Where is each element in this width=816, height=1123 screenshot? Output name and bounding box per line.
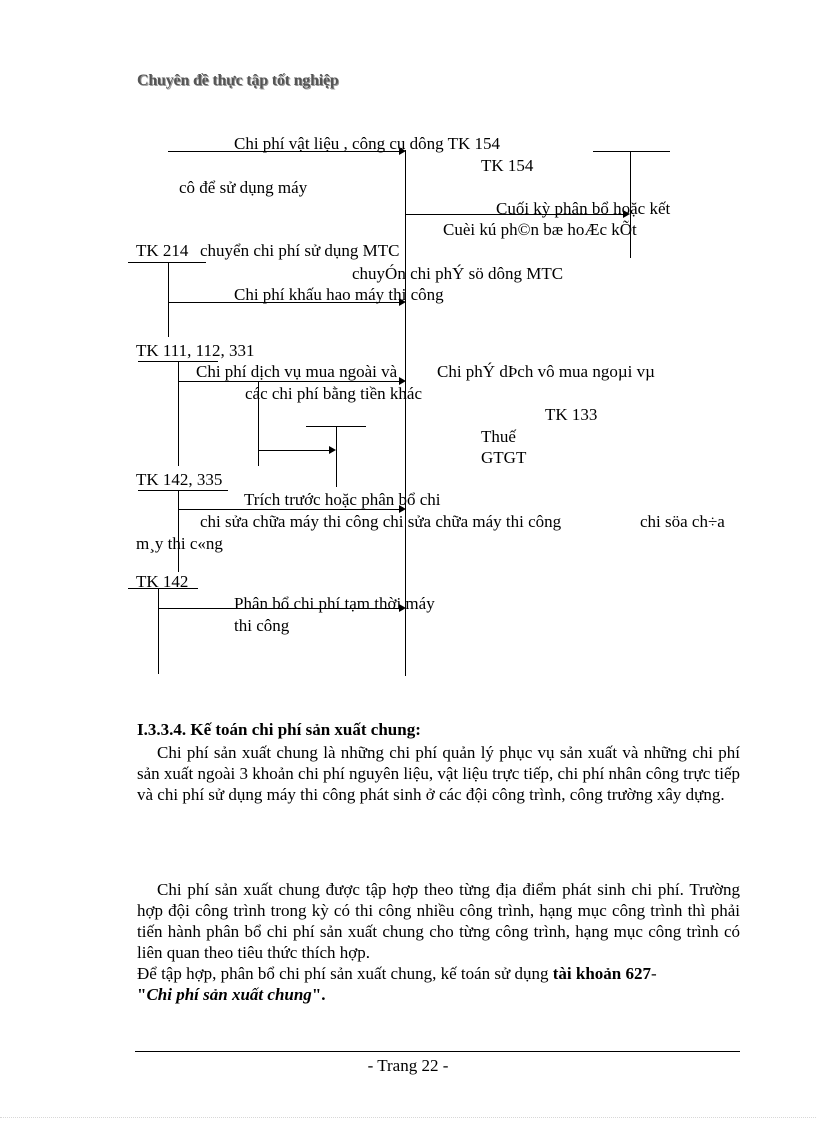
tk142-335-account: TK 142, 335 bbox=[136, 470, 223, 489]
paragraph-1 bbox=[137, 742, 740, 805]
tk142-335-axis bbox=[178, 490, 179, 572]
repair-garbled-1: chi söa ch÷a bbox=[640, 512, 725, 531]
tk111-account: TK 111, 112, 331 bbox=[136, 341, 255, 360]
repair-line-text: chi sửa chữa máy thi công chi sửa chữa máy thi công bbox=[200, 512, 562, 531]
vat-label-2: GTGT bbox=[481, 448, 527, 467]
vat-branch-axis bbox=[258, 381, 259, 466]
vat-line bbox=[258, 450, 330, 451]
repair-garbled-2: m¸y thi c«ng bbox=[136, 534, 223, 553]
vat-arrow-icon bbox=[329, 446, 336, 454]
quote-close: ". bbox=[311, 985, 326, 1004]
paragraph-3-lead: Để tập hợp, phân bổ chi phí sản xuất chung, kế toán sử dụng bbox=[137, 964, 553, 983]
account-name-italic: Chi phí sản xuất chung bbox=[146, 985, 312, 1004]
paragraph-3-dash: - bbox=[651, 964, 657, 983]
footer-rule bbox=[135, 1051, 740, 1052]
account-627-bold: tài khoản 627 bbox=[552, 964, 651, 983]
tk214-description: chuyển chi phí sử dụng MTC bbox=[200, 241, 400, 260]
allocation-label-1: Phân bổ chi phí tạm thời máy bbox=[234, 594, 435, 613]
accrual-label: Trích trước hoặc phân bổ chi bbox=[244, 490, 441, 509]
tk133-account: TK 133 bbox=[545, 405, 598, 424]
vat-label-1: Thuế bbox=[481, 427, 516, 446]
tk142-335-rule bbox=[138, 490, 228, 491]
tk214-rule bbox=[128, 262, 206, 263]
page-number: - Trang 22 - bbox=[367, 1056, 449, 1075]
tk111-axis bbox=[178, 361, 179, 466]
depreciation-label: Chi phí khấu hao máy thi công bbox=[234, 285, 444, 304]
page-bottom-border bbox=[0, 1117, 816, 1118]
tk154-right-rule bbox=[593, 151, 670, 152]
paragraph-2 bbox=[137, 879, 740, 963]
paragraph-1-text: Chi phí sản xuất chung là những chi phí quản lý phục vụ sản xuất và những chi phí sản xuất ngoài 3 khoản chi phí nguyên liệu, vật liệu trực tiếp, chi phí nhân công trực tiếp và chi phí sử dụng máy thi công phát sinh ở các đội công trình, công trường xây dựng. bbox=[137, 743, 740, 804]
row2-label: cô để sử dụng máy bbox=[179, 178, 308, 197]
row1-label: Chi phí vật liệu , công cụ dông TK 154 bbox=[234, 134, 500, 153]
transfer-label-garbled: Cuèi kú ph©n bæ hoÆc kÕt bbox=[443, 220, 637, 239]
service-label: Chi phí dịch vụ mua ngoài và bbox=[196, 362, 398, 381]
paragraph-3-text bbox=[137, 963, 740, 1005]
transfer-label: Cuối kỳ phân bổ hoặc kết bbox=[496, 199, 671, 218]
row1-sub-label: TK 154 bbox=[481, 156, 534, 175]
tk142-rule bbox=[128, 588, 198, 589]
allocation-label-2: thi công bbox=[234, 616, 290, 635]
tk214-axis bbox=[168, 262, 169, 337]
tk214-account: TK 214 bbox=[136, 241, 189, 260]
service-label-garbled: Chi phÝ dÞch vô mua ngoµi vµ bbox=[437, 362, 655, 381]
service-label-2: các chi phí bằng tiền khác bbox=[245, 384, 423, 403]
tk214-description-garbled: chuyÓn chi phÝ sö dông MTC bbox=[352, 264, 564, 283]
paragraph-3 bbox=[137, 963, 740, 1005]
section-heading: I.3.3.4. Kế toán chi phí sản xuất chung: bbox=[137, 720, 421, 739]
quote-open: " bbox=[137, 985, 147, 1004]
tk142-axis bbox=[158, 588, 159, 674]
tk133-axis bbox=[336, 426, 337, 487]
tk142-account: TK 142 bbox=[136, 572, 189, 591]
accrual-line bbox=[178, 509, 400, 510]
document-header-title: Chuyên đề thực tập tốt nghiệp bbox=[137, 72, 339, 89]
paragraph-2-text: Chi phí sản xuất chung được tập hợp theo từng địa điểm phát sinh chi phí. Trường hợp đội công trình trong kỳ có thi công nhiều công trình, hạng mục công trình thì phải tiến hành phân bổ chi phí sản xuất chung cho từng công trình, hạng mục công trình có liên quan theo tiêu thức thích hợp. bbox=[137, 880, 740, 962]
